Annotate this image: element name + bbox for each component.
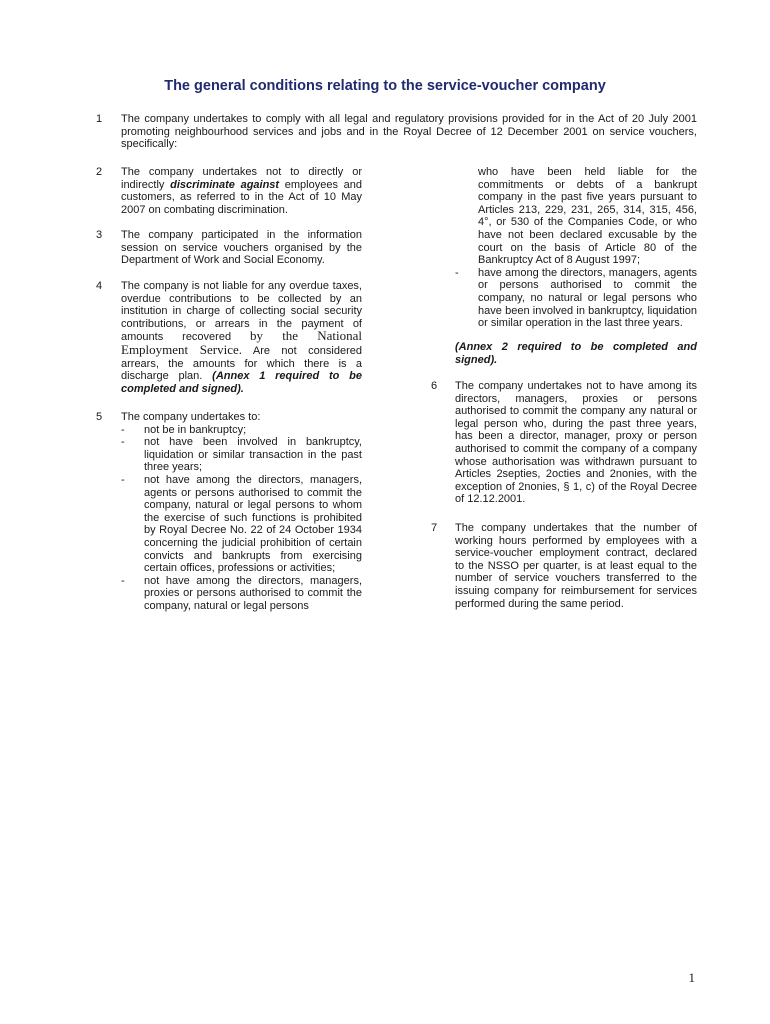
paragraph-number-2: 2: [96, 166, 103, 178]
paragraph-2: The company undertakes not to directly or indirectly discriminate against employees and customers, as referred to in the Act of 10 May 2007 on combating discrimination.: [121, 166, 362, 216]
annex-2-note: (Annex 2 required to be completed and signed).: [455, 341, 697, 366]
paragraph-3: The company participated in the information session on service vouchers organised by the Department of Work and Social Economy.: [121, 229, 362, 267]
paragraph-5-intro: The company undertakes to:: [121, 411, 261, 423]
list-item: - not have among the directors, managers, proxies or persons authorised to commit the company, natural or legal persons: [121, 575, 362, 613]
paragraph-5-list-continued: [455, 267, 697, 330]
paragraph-4: The company is not liable for any overdue taxes, overdue contributions to be collected by an institution in charge of collecting social security contributions, or arrears in the payment of amounts recovered by the National Employment Service. Are not considered arrears, the amounts for which there is a discharge plan. (Annex 1 required to be completed and signed).: [121, 280, 362, 395]
paragraph-6: The company undertakes not to have among its directors, managers, proxies or persons authorised to commit the company any natural or legal person who, during the past three years, has been a director, manager, proxy or person authorised to commit the company of a company whose authorisation was withdrawn pursuant to Articles 2septies, 2octies and 2nonies, with the exception of 2nonies, § 1, c) of the Royal Decree of 12.12.2001.: [455, 380, 697, 506]
paragraph-number-7: 7: [431, 522, 438, 534]
paragraph-number-1: 1: [96, 113, 103, 125]
paragraph-number-4: 4: [96, 280, 103, 292]
list-item: - not have among the directors, managers, agents or persons authorised to commit the company, natural or legal persons to whom the exercise of such functions is prohibited by Royal Decree No. 22 of 24 October 1934 concerning the judicial prohibition of certain convicts and bankrupts from exercising certain offices, professions or activities;: [121, 474, 362, 575]
paragraph-1: The company undertakes to comply with all legal and regulatory provisions provided for in the Act of 20 July 2001 promoting neighbourhood services and jobs and in the Royal Decree of 12 December 2001 on service vouchers, specifically:: [121, 113, 697, 151]
paragraph-5-continued: [455, 166, 697, 330]
list-item: - have among the directors, managers, agents or persons authorised to commit the company, no natural or legal persons who have been involved in bankruptcy, liquidation or similar operation in the last three years.: [455, 267, 697, 330]
paragraph-5: [121, 411, 362, 613]
list-item: - not be in bankruptcy;: [121, 424, 362, 437]
paragraph-7: The company undertakes that the number of working hours performed by employees with a service-voucher employment contract, declared to the NSSO per quarter, is at least equal to the number of service vouchers transferred to the issuing company for reimbursement for services performed during the same period.: [455, 522, 697, 610]
paragraph-number-3: 3: [96, 229, 103, 241]
paragraph-5-list: [121, 424, 362, 613]
paragraph-number-5: 5: [96, 411, 103, 423]
page-number: 1: [688, 970, 695, 985]
list-item-continued: who have been held liable for the commitments or debts of a bankrupt company in the past five years pursuant to Articles 213, 229, 231, 265, 314, 315, 456, 4°, or 530 of the Companies Code, or who have not been declared excusable by the court on the basis of Article 80 of the Bankruptcy Act of 8 August 1997;: [478, 166, 697, 267]
page-title: The general conditions relating to the service-voucher company: [164, 78, 606, 94]
list-item: - not have been involved in bankruptcy, liquidation or similar transaction in the past three years;: [121, 436, 362, 474]
paragraph-number-6: 6: [431, 380, 438, 392]
